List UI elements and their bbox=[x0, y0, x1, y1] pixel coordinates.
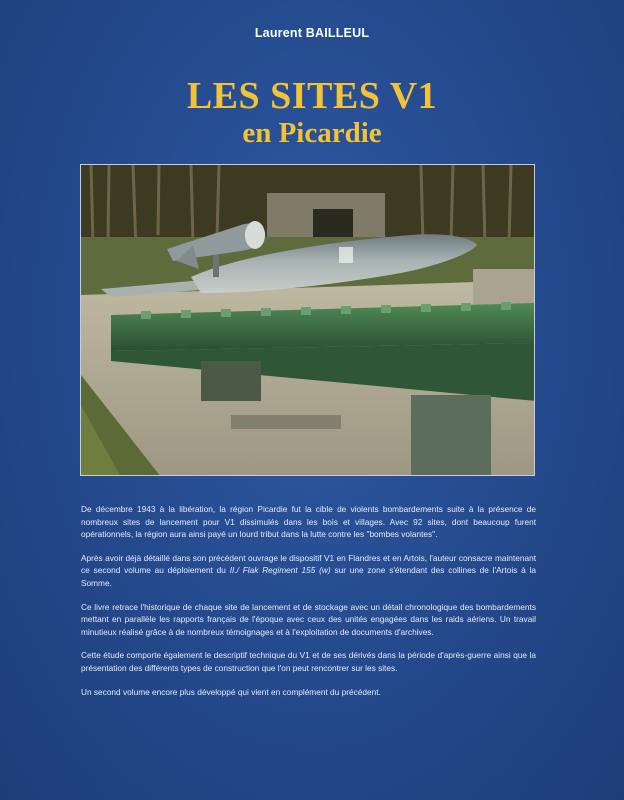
paragraph-2-part-1: Après avoir déjà détaillé dans son précédent ouvrage le dispositif V1 en Flandres et en Artois, l'auteur consacre maintenant ce second volume au déploiement du bbox=[81, 552, 536, 576]
book-subtitle: en Picardie bbox=[242, 117, 382, 149]
paragraph-3: Ce livre retrace l'historique de chaque site de lancement et de stockage avec un détail chronologique des bombardements mettant en parallèle les rapports français de l'époque avec ceux des unités engagées dans les raids aériens. Un travail minutieux réalisé grâce à de nombreux témoignages et à l'exploitation de documents d'archives. bbox=[81, 601, 536, 637]
book-title: LES SITES V1 bbox=[186, 75, 438, 117]
author-name: Laurent BAILLEUL bbox=[254, 26, 370, 40]
back-cover-description bbox=[81, 503, 536, 709]
paragraph-2 bbox=[81, 552, 536, 590]
paragraph-4: Cette étude comporte également le descriptif technique du V1 et de ses dérivés dans la période d'après-guerre ainsi que la présentation des différents types de construction que l'on peut rencontrer sur les sites. bbox=[81, 650, 536, 673]
paragraph-2-part-2: sur une zone s'étendant des collines de l'Artois à la Somme. bbox=[81, 565, 536, 588]
ramp-support-pillar bbox=[411, 395, 491, 476]
paragraph-1: De décembre 1943 à la libération, la région Picardie fut la cible de violents bombardements suite à la présence de nombreux sites de lancement pour V1 dissimulés dans les bois et villages. Avec 92 sites, dont beaucoup furent opérationnels, la région aura ainsi payé un lourd tribut dans la lutte contre les "bombes volantes". bbox=[81, 504, 536, 540]
regiment-name: II./ Flak Regiment 155 (w) bbox=[229, 565, 331, 576]
paragraph-5: Un second volume encore plus développé qui vient en complément du précédent. bbox=[81, 686, 381, 697]
photo-illustration bbox=[81, 165, 535, 476]
cover-photo-v1-on-ramp bbox=[80, 164, 535, 476]
